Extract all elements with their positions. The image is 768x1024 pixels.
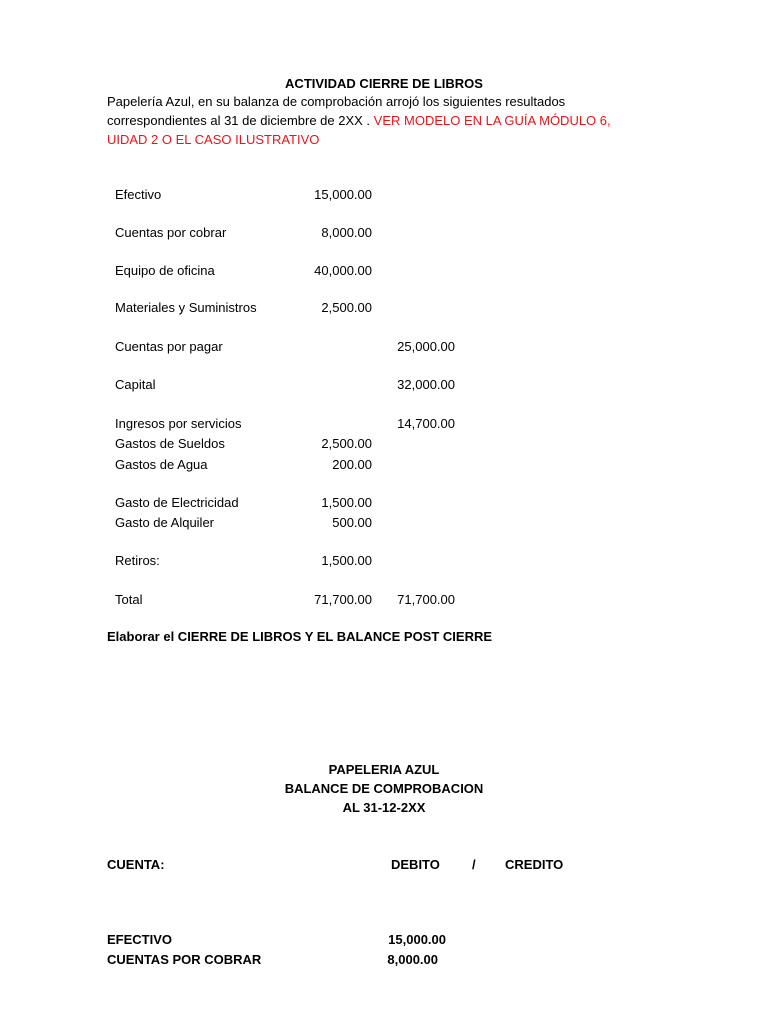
balance-row-debit: 8,000.00 xyxy=(387,952,438,967)
column-header-account: CUENTA: xyxy=(107,857,165,872)
account-debit: 500.00 xyxy=(332,515,372,530)
intro-line-2-text: correspondientes al 31 de diciembre de 2XX . xyxy=(107,113,374,128)
account-name: Gasto de Electricidad xyxy=(115,495,239,510)
instruction-text: Elaborar el CIERRE DE LIBROS Y EL BALANCE POST CIERRE xyxy=(107,629,493,644)
intro-line-2 xyxy=(107,113,611,129)
total-credit: 71,700.00 xyxy=(397,592,455,607)
account-name: Cuentas por cobrar xyxy=(115,225,227,240)
balance-date: AL 31-12-2XX xyxy=(342,800,426,815)
account-name: Efectivo xyxy=(115,187,162,202)
account-debit: 8,000.00 xyxy=(321,225,372,240)
account-debit: 1,500.00 xyxy=(321,553,372,568)
account-name: Equipo de oficina xyxy=(115,263,215,278)
account-name: Retiros: xyxy=(115,553,160,568)
account-credit: 14,700.00 xyxy=(397,416,455,431)
account-credit: 25,000.00 xyxy=(397,339,455,354)
total-debit: 71,700.00 xyxy=(314,592,372,607)
account-name: Gasto de Alquiler xyxy=(115,515,215,530)
column-header-debit: DEBITO xyxy=(391,857,440,872)
column-header-separator: / xyxy=(472,857,476,872)
account-debit: 15,000.00 xyxy=(314,187,372,202)
account-name: Capital xyxy=(115,377,156,392)
account-name: Gastos de Sueldos xyxy=(115,436,225,451)
intro-line-1: Papelería Azul, en su balanza de comprobación arrojó los siguientes resultados xyxy=(107,94,566,109)
balance-company: PAPELERIA AZUL xyxy=(328,762,440,777)
account-debit: 2,500.00 xyxy=(321,436,372,451)
column-header-credit: CREDITO xyxy=(505,857,564,872)
account-debit: 200.00 xyxy=(332,457,372,472)
account-name: Gastos de Agua xyxy=(115,457,208,472)
account-credit: 32,000.00 xyxy=(397,377,455,392)
balance-row-debit: 15,000.00 xyxy=(388,932,446,947)
total-label: Total xyxy=(115,592,143,607)
balance-title: BALANCE DE COMPROBACION xyxy=(284,781,484,796)
intro-note-red: VER MODELO EN LA GUÍA MÓDULO 6, xyxy=(373,113,611,128)
account-debit: 40,000.00 xyxy=(314,263,372,278)
account-name: Materiales y Suministros xyxy=(115,300,257,315)
document-title: ACTIVIDAD CIERRE DE LIBROS xyxy=(285,76,483,91)
balance-row-name: CUENTAS POR COBRAR xyxy=(107,952,262,967)
account-debit: 2,500.00 xyxy=(321,300,372,315)
intro-note-red-continued: UIDAD 2 O EL CASO ILUSTRATIVO xyxy=(107,132,320,147)
account-name: Ingresos por servicios xyxy=(115,416,242,431)
account-debit: 1,500.00 xyxy=(321,495,372,510)
account-name: Cuentas por pagar xyxy=(115,339,223,354)
balance-row-name: EFECTIVO xyxy=(107,932,173,947)
